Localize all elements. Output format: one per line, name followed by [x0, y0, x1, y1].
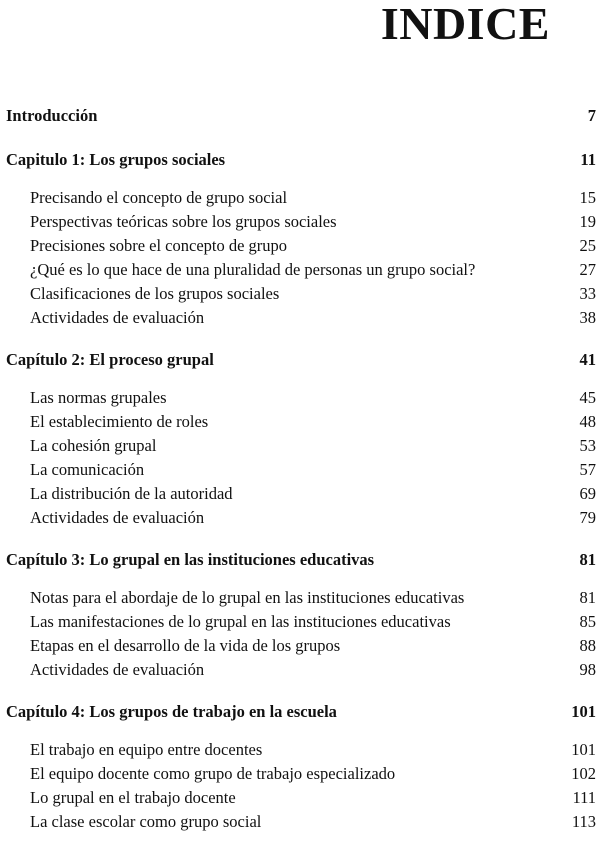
- section-label: El trabajo en equipo entre docentes: [30, 740, 263, 759]
- toc-section[interactable]: [0, 786, 600, 810]
- toc-section[interactable]: [0, 210, 600, 234]
- section-label: La cohesión grupal: [30, 436, 157, 455]
- section-page-number: 25: [579, 236, 596, 255]
- toc-section[interactable]: [0, 738, 600, 762]
- chapter-page-number: 11: [580, 150, 596, 169]
- toc-section[interactable]: [0, 386, 600, 410]
- section-label: Precisando el concepto de grupo social: [30, 188, 288, 207]
- table-of-contents: [0, 104, 600, 834]
- toc-section[interactable]: [0, 258, 600, 282]
- chapter-label: Capitulo 1: Los grupos sociales: [6, 150, 226, 169]
- toc-section[interactable]: [0, 762, 600, 786]
- section-page-number: 102: [571, 764, 596, 783]
- toc-section[interactable]: [0, 586, 600, 610]
- toc-section[interactable]: [0, 634, 600, 658]
- section-label: Etapas en el desarrollo de la vida de los grupos: [30, 636, 341, 655]
- section-label: La distribución de la autoridad: [30, 484, 233, 503]
- section-label: Perspectivas teóricas sobre los grupos sociales: [30, 212, 337, 231]
- section-page-number: 101: [571, 740, 596, 759]
- section-page-number: 88: [579, 636, 596, 655]
- section-page-number: 81: [579, 588, 596, 607]
- chapter-page-number: 81: [579, 550, 596, 569]
- section-label: La comunicación: [30, 460, 145, 479]
- section-label: El establecimiento de roles: [30, 412, 209, 431]
- toc-section[interactable]: [0, 282, 600, 306]
- section-label: La clase escolar como grupo social: [30, 812, 262, 831]
- toc-section[interactable]: [0, 506, 600, 530]
- toc-entry-introduction[interactable]: [0, 104, 600, 128]
- toc-section[interactable]: [0, 434, 600, 458]
- section-page-number: 27: [579, 260, 596, 279]
- section-page-number: 33: [579, 284, 596, 303]
- chapter-page-number: 101: [571, 702, 596, 721]
- toc-section[interactable]: [0, 482, 600, 506]
- toc-chapter-3[interactable]: [0, 548, 600, 572]
- toc-section[interactable]: [0, 458, 600, 482]
- section-page-number: 79: [579, 508, 596, 527]
- section-label: El equipo docente como grupo de trabajo especializado: [30, 764, 396, 783]
- section-page-number: 85: [579, 612, 596, 631]
- section-label: Precisiones sobre el concepto de grupo: [30, 236, 288, 255]
- section-label: Notas para el abordaje de lo grupal en las instituciones educativas: [30, 588, 465, 607]
- section-label: Lo grupal en el trabajo docente: [30, 788, 236, 807]
- section-page-number: 38: [579, 308, 596, 327]
- chapter-label: Capítulo 2: El proceso grupal: [6, 350, 214, 369]
- section-page-number: 19: [579, 212, 596, 231]
- section-page-number: 48: [579, 412, 596, 431]
- section-page-number: 45: [579, 388, 596, 407]
- toc-chapter-2[interactable]: [0, 348, 600, 372]
- page-title: INDICE: [380, 0, 550, 49]
- chapter-page-number: 41: [579, 350, 596, 369]
- section-label: ¿Qué es lo que hace de una pluralidad de personas un grupo social?: [30, 260, 476, 279]
- toc-section[interactable]: [0, 306, 600, 330]
- section-page-number: 111: [572, 788, 596, 807]
- section-label: Actividades de evaluación: [30, 308, 205, 327]
- chapter-label: Capítulo 4: Los grupos de trabajo en la escuela: [6, 702, 337, 721]
- toc-section[interactable]: [0, 810, 600, 834]
- entry-label: Introducción: [6, 106, 98, 125]
- toc-section[interactable]: [0, 186, 600, 210]
- section-label: Clasificaciones de los grupos sociales: [30, 284, 280, 303]
- chapter-label: Capítulo 3: Lo grupal en las instituciones educativas: [6, 550, 375, 569]
- section-label: Las normas grupales: [30, 388, 167, 407]
- entry-page-number: 7: [587, 106, 596, 125]
- section-label: Actividades de evaluación: [30, 508, 205, 527]
- toc-chapter-4[interactable]: [0, 700, 600, 724]
- toc-section[interactable]: [0, 658, 600, 682]
- toc-section[interactable]: [0, 234, 600, 258]
- section-page-number: 53: [579, 436, 596, 455]
- section-label: Actividades de evaluación: [30, 660, 205, 679]
- toc-section[interactable]: [0, 610, 600, 634]
- section-page-number: 69: [579, 484, 596, 503]
- section-page-number: 15: [579, 188, 596, 207]
- toc-section[interactable]: [0, 410, 600, 434]
- toc-chapter-1[interactable]: [0, 148, 600, 172]
- section-page-number: 113: [571, 812, 596, 831]
- section-page-number: 98: [579, 660, 596, 679]
- chapters-list: [0, 148, 600, 834]
- section-label: Las manifestaciones de lo grupal en las instituciones educativas: [30, 612, 451, 631]
- section-page-number: 57: [579, 460, 596, 479]
